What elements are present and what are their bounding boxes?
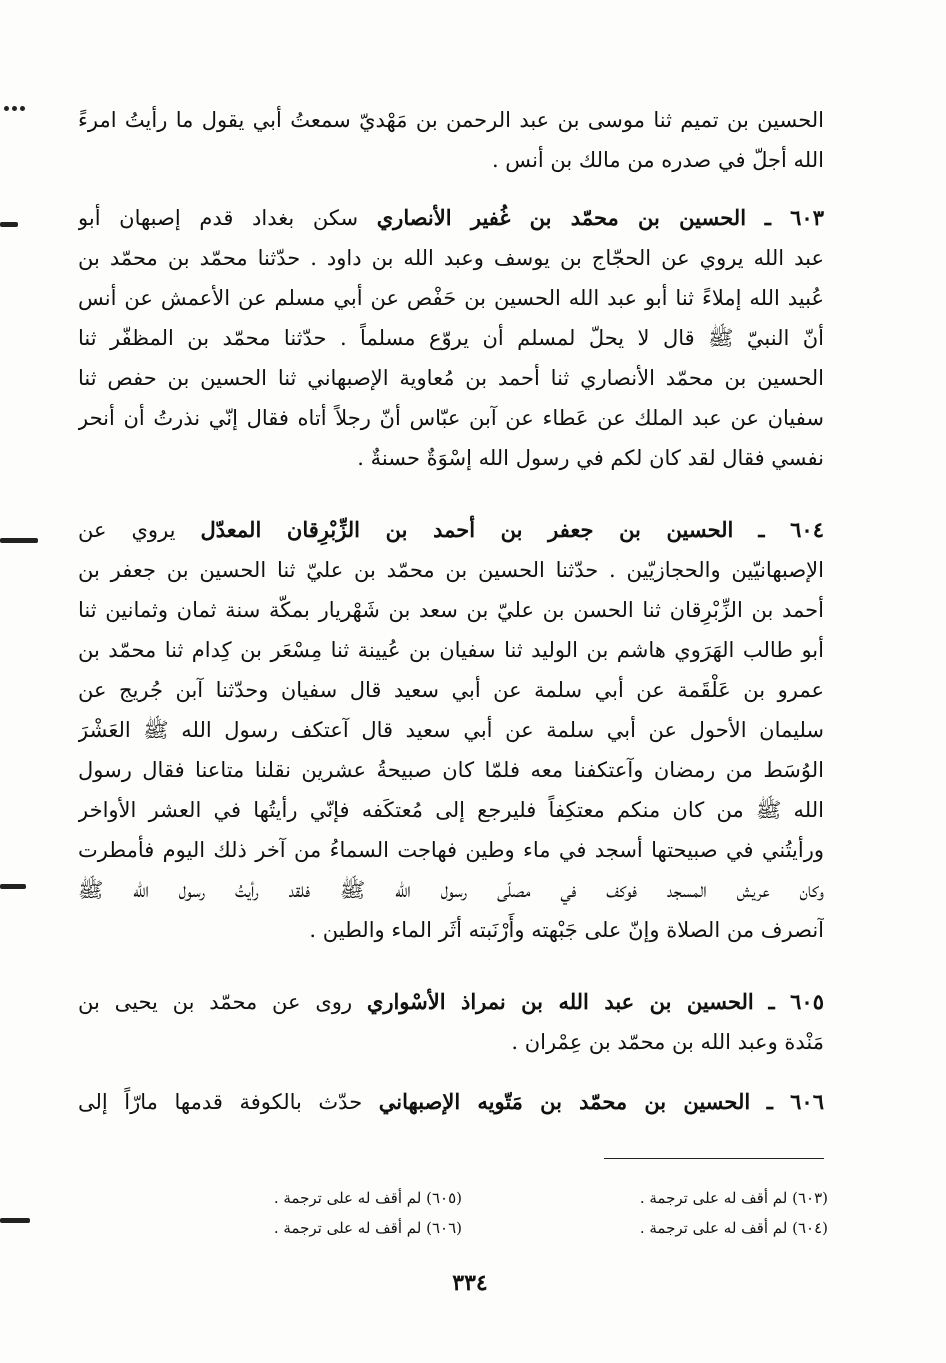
entry-line: الإصبهانيّين والحجازيّين . حدّثنا الحسين بن محمّد بن عليّ ثنا الحسين بن جعفر بن <box>78 558 824 582</box>
continuation-paragraph <box>78 100 824 180</box>
footnote-605: (٦٠٥) لم أقف له على ترجمة . <box>273 1189 462 1207</box>
entry-line: مَنْدة وعبد الله بن محمّد بن عِمْران . <box>511 1030 824 1054</box>
entry-line: أنّ النبيّ ﷺ قال لا يحلّ لمسلم أن يروّع مسلماً . حدّثنا محمّد بن المظفّر ثنا <box>78 326 824 350</box>
entry-number: ٦٠٥ ـ <box>768 989 824 1014</box>
entry-line: سليمان الأحول عن أبي سلمة عن أبي سعيد قال آعتكف رسول الله ﷺ العَشْرَ <box>78 718 824 742</box>
entry-line: الله ﷺ من كان منكم معتكِفاً فليرجع إلى مُعتكَفه فإنّي رأيتُها في العشر الأواخر <box>78 798 824 822</box>
scan-edge-mark <box>0 1218 30 1223</box>
page-number: ٣٣٤ <box>452 1270 488 1296</box>
entry-heading: الحسين بن عبد الله بن نمراذ الأسْواري <box>366 989 754 1014</box>
entry-line: عبد الله يروي عن الحجّاج بن يوسف وعبد الله بن داود . حدّثنا محمّد بن محمّد بن <box>78 246 824 270</box>
entry-line: نفسي فقال لقد كان لكم في رسول الله إسْوَةٌ حسنةٌ . <box>357 446 824 470</box>
entry-heading: الحسين بن محمّد بن غُفير الأنصاري <box>376 205 747 230</box>
entry-heading: الحسين بن جعفر بن أحمد بن الزِّبْرِقان المعدّل <box>200 517 734 542</box>
entry-number: ٦٠٤ ـ <box>758 517 824 542</box>
entry-line: وكان عريش المسجد فوكف في مصلّى رسول الله ﷺ فلقد رأيتُ رسول الله ﷺ <box>78 878 824 902</box>
entry-number: ٦٠٣ ـ <box>764 205 824 230</box>
footnote-separator <box>604 1158 824 1159</box>
entry-text: يروي عن <box>78 518 176 542</box>
entry-first-line <box>78 198 824 238</box>
entry-line: الوُسَط من رمضان وآعتكفنا معه فلمّا كان صبيحةُ عشرين نقلنا متاعنا فقال رسول <box>78 758 824 782</box>
entry-text: روى عن محمّد بن يحيى بن <box>78 990 353 1014</box>
scan-artifact-dots <box>4 96 32 102</box>
body-line: الله أجلّ في صدره من مالك بن أنس . <box>491 148 824 172</box>
entry-heading: الحسين بن محمّد بن مَتّويه الإصبهاني <box>378 1089 751 1114</box>
entry-line: آنصرف من الصلاة وإنّ على جَبْهته وأَرْنَبته أثَر الماء والطين . <box>309 918 824 942</box>
entry-603 <box>78 198 824 478</box>
entry-606 <box>78 1082 824 1122</box>
body-line: الحسين بن تميم ثنا موسى بن عبد الرحمن بن مَهْديّ سمعتُ أبي يقول ما رأيتُ امرءً <box>78 108 824 132</box>
entry-line: الحسين بن محمّد الأنصاري ثنا أحمد بن مُعاوية الإصبهاني ثنا الحسين بن حفص ثنا <box>78 366 824 390</box>
scan-edge-mark <box>0 222 18 227</box>
entry-605 <box>78 982 824 1062</box>
entry-line: أحمد بن الزِّبْرِقان ثنا الحسن بن عليّ بن سعد بن شَهْريار بمكّة سنة ثمان وثمانين ثنا <box>78 598 824 622</box>
footnote-604: (٦٠٤) لم أقف له على ترجمة . <box>639 1219 828 1237</box>
entry-line: عمرو بن عَلْقَمة عن أبي سلمة عن أبي سعيد قال سفيان وحدّثنا آبن جُريج عن <box>78 678 824 702</box>
entry-first-line <box>78 982 824 1022</box>
entry-text: حدّث بالكوفة قدمها مارّاً إلى <box>78 1090 363 1114</box>
entry-line: عُبيد الله إملاءً ثنا أبو عبد الله الحسين بن حَفْص عن أبي مسلم عن الأعمش عن أنس <box>78 286 824 310</box>
entry-604 <box>78 510 824 950</box>
scan-edge-mark <box>0 538 38 543</box>
scan-edge-mark <box>0 884 26 889</box>
footnote-603: (٦٠٣) لم أقف له على ترجمة . <box>639 1189 828 1207</box>
footnote-606: (٦٠٦) لم أقف له على ترجمة . <box>273 1219 462 1237</box>
entry-line: سفيان عن عبد الملك عن عَطاء عن آبن عبّاس أنّ رجلاً أتاه فقال إنّي نذرتُ أن أنحر <box>78 406 824 430</box>
entry-text: سكن بغداد قدم إصبهان أبو <box>78 206 359 230</box>
entry-line: ورأيتُني في صبيحتها أسجد في ماء وطين فهاجت السماءُ من آخر ذلك اليوم فأمطرت <box>78 838 824 862</box>
entry-number: ٦٠٦ ـ <box>766 1089 824 1114</box>
entry-first-line <box>78 1082 824 1122</box>
entry-line: أبو طالب الهَرَوي هاشم بن الوليد ثنا سفيان بن عُيينة ثنا مِسْعَر بن كِدام ثنا محمّد بن <box>78 638 824 662</box>
entry-first-line <box>78 510 824 550</box>
